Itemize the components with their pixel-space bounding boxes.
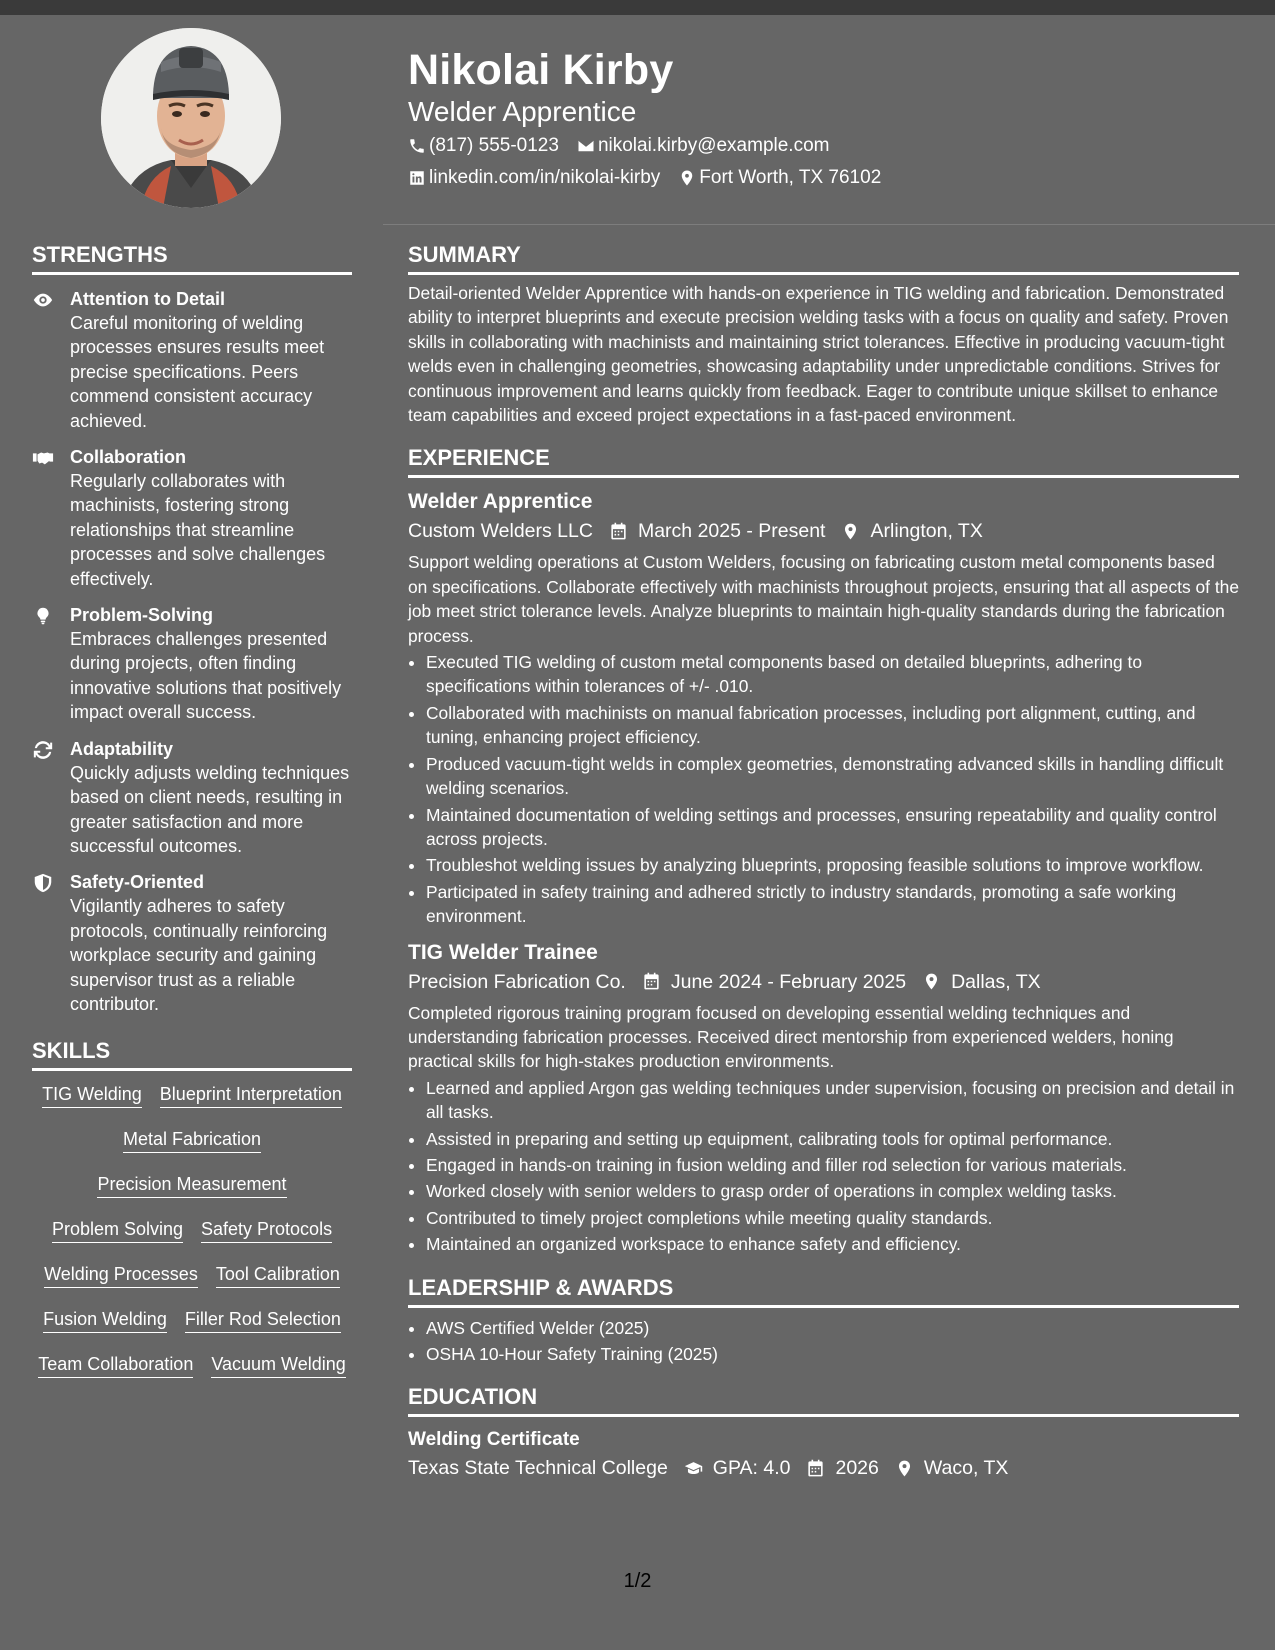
job-dates-text: June 2024 - February 2025: [670, 970, 907, 993]
strengths-list: [32, 287, 352, 1016]
gpa-text: GPA: 4.0: [712, 1457, 791, 1480]
eye-icon: [32, 290, 54, 310]
strengths-rule: [32, 272, 352, 275]
job-bullets: [408, 650, 1239, 928]
skill-tag: Blueprint Interpretation: [160, 1083, 342, 1108]
summary-rule: [408, 272, 1239, 275]
skill-tag: Metal Fabrication: [123, 1128, 261, 1153]
job-title: Welder Apprentice: [408, 490, 593, 514]
job-dates: [609, 516, 826, 546]
graduation-cap-icon: [684, 1459, 703, 1478]
skill-tag: Filler Rod Selection: [185, 1308, 341, 1333]
job-company: Precision Fabrication Co.: [408, 970, 626, 993]
email-text: nikolai.kirby@example.com: [597, 135, 830, 156]
lightbulb-icon: [32, 606, 54, 626]
job-bullet: • Collaborated with machinists on manual fabrication processes, including port alignment, cutting, and tuning, enhancing project efficiency.: [426, 701, 1239, 750]
awards-heading: LEADERSHIP & AWARDS: [408, 1274, 674, 1300]
awards-section: [408, 1273, 1239, 1367]
sync-icon: [32, 740, 54, 760]
job-bullet: • Maintained an organized workspace to enhance safety and efficiency.: [426, 1232, 1239, 1256]
strength-title: Adaptability: [70, 738, 174, 759]
right-column: [408, 240, 1239, 1483]
job-bullet: • Troubleshot welding issues by analyzing blueprints, proposing feasible solutions to improve workflow.: [426, 853, 1239, 877]
candidate-title: Welder Apprentice: [408, 96, 637, 127]
skill-tag: Welding Processes: [44, 1263, 198, 1288]
job-bullet: • Participated in safety training and adhered strictly to industry standards, promoting a safe working environment.: [426, 880, 1239, 929]
job-location-text: Dallas, TX: [951, 970, 1041, 993]
education-rule: [408, 1414, 1239, 1417]
strength-desc: Regularly collaborates with machinists, fostering strong relationships that streamline processes and solve challenges effectively.: [70, 471, 326, 589]
skill-tag: Vacuum Welding: [211, 1353, 345, 1378]
shield-icon: [32, 873, 54, 893]
education-heading: EDUCATION: [408, 1384, 538, 1410]
job-dates: [642, 967, 906, 997]
skill-tag: Fusion Welding: [43, 1308, 167, 1333]
job-description: Support welding operations at Custom Welders, focusing on fabricating custom metal components based on specifications. Collaborate effectively with machinists throughout projects, ensuring that all aspects of the job meet strict tolerance levels. Analyze blueprints to maintain high-quality standards during the fabrication process.: [408, 552, 1240, 646]
skills-heading: SKILLS: [32, 1038, 111, 1064]
strengths-heading: STRENGTHS: [32, 242, 168, 267]
strength-title: Attention to Detail: [70, 289, 225, 309]
job-company: Custom Welders LLC: [408, 520, 593, 543]
job-bullet: • Executed TIG welding of custom metal components based on detailed blueprints, adhering to specifications within tolerances of +/- .010.: [426, 650, 1239, 699]
strength-item: [32, 603, 352, 725]
strength-desc: Careful monitoring of welding processes ensures results meet precise specifications. Peers commend consistent accuracy achieved.: [70, 313, 325, 431]
skills-rule: [32, 1068, 352, 1071]
candidate-name: Nikolai Kirby: [408, 46, 674, 94]
phone-icon: [408, 137, 426, 155]
job-bullet: • Engaged in hands-on training in fusion welding and filler rod selection for various materials.: [426, 1153, 1239, 1177]
job-description: Completed rigorous training program focused on developing essential welding techniques and understanding fabrication processes. Received direct mentorship from experienced welders, honing practical skills for high-stakes production environments.: [408, 1002, 1174, 1072]
top-bar: [0, 0, 1275, 15]
linkedin-text: linkedin.com/in/nikolai-kirby: [429, 167, 661, 188]
calendar-icon: [806, 1459, 825, 1478]
job-bullet: • Learned and applied Argon gas welding techniques under supervision, focusing on precision and detail in all tasks.: [426, 1076, 1239, 1125]
strength-desc: Quickly adjusts welding techniques based on client needs, resulting in greater satisfaction and more successful outcomes.: [70, 762, 350, 856]
phone-contact[interactable]: [408, 134, 559, 158]
contact-row-2: [408, 166, 899, 190]
experience-section: [408, 443, 1239, 1256]
awards-list: [408, 1316, 1239, 1367]
school-name: Texas State Technical College: [408, 1457, 668, 1480]
job-location-text: Arlington, TX: [870, 520, 983, 543]
strength-desc: Vigilantly adheres to safety protocols, continually reinforcing workplace security and gaining supervisor trust as a reliable contributor.: [70, 896, 328, 1014]
degree-title: Welding Certificate: [408, 1429, 580, 1451]
job-meta: [408, 516, 1239, 546]
experience-heading: EXPERIENCE: [408, 445, 550, 471]
strength-item: [32, 737, 352, 859]
contact-row-1: [408, 134, 847, 158]
skill-tag: Safety Protocols: [201, 1218, 332, 1243]
header-divider: [383, 224, 1275, 225]
summary-text: Detail-oriented Welder Apprentice with hands-on experience in TIG welding and fabrication. Demonstrated ability to interpret blueprints and execute precision welding tasks with a focus on quality and safety. Proven skills in collaborating with machinists and maintaining strict tolerances. Effective in producing vacuum-tight welds even in challenging geometries, showcasing adaptability under unpredictable conditions. Strives for continuous improvement and learns quickly from feedback. Eager to contribute unique skillset to enhance team capabilities and exceed project expectations in a fast-paced environment.: [408, 283, 1229, 426]
email-contact[interactable]: [577, 134, 830, 158]
education-location: [895, 1453, 1009, 1483]
award-item: • OSHA 10-Hour Safety Training (2025): [426, 1342, 1239, 1366]
job-location: [922, 967, 1041, 997]
map-pin-icon: [895, 1459, 914, 1478]
linkedin-icon: [408, 169, 426, 187]
strength-title: Collaboration: [70, 447, 186, 468]
skill-tag: Tool Calibration: [216, 1263, 340, 1288]
strength-item: [32, 870, 352, 1016]
map-pin-icon: [841, 522, 860, 541]
page-number: 1/2: [623, 1570, 652, 1592]
strength-title: Problem-Solving: [70, 605, 214, 626]
award-item: • AWS Certified Welder (2025): [426, 1316, 1239, 1340]
job-meta: [408, 967, 1239, 997]
job-bullet: • Assisted in preparing and setting up equipment, calibrating tools for optimal performance.: [426, 1127, 1239, 1151]
strength-item: [32, 445, 352, 591]
summary-heading: SUMMARY: [408, 242, 521, 267]
profile-photo: [101, 28, 281, 208]
left-column: [32, 240, 352, 1378]
education-year: [806, 1453, 878, 1483]
education-meta: [408, 1453, 1239, 1483]
skill-tag: Problem Solving: [52, 1218, 183, 1243]
job-dates-text: March 2025 - Present: [637, 520, 826, 543]
map-pin-icon: [678, 169, 696, 187]
strength-item: [32, 287, 352, 433]
location-text: Fort Worth, TX 76102: [699, 167, 882, 188]
job-bullet: • Maintained documentation of welding settings and processes, ensuring repeatability and quality control across projects.: [426, 803, 1239, 852]
skill-tag: Team Collaboration: [38, 1353, 193, 1378]
job-bullet: • Contributed to timely project completions while meeting quality standards.: [426, 1206, 1239, 1230]
location-contact: [678, 166, 881, 190]
handshake-icon: [32, 448, 54, 468]
education-location-text: Waco, TX: [923, 1457, 1009, 1480]
calendar-icon: [642, 972, 661, 991]
envelope-icon: [577, 137, 595, 155]
job-bullet: • Produced vacuum-tight welds in complex geometries, demonstrating advanced skills in handling difficult welding scenarios.: [426, 752, 1239, 801]
skills-list: [32, 1083, 352, 1378]
linkedin-contact[interactable]: [408, 166, 660, 190]
phone-text: (817) 555-0123: [429, 135, 559, 156]
strength-title: Safety-Oriented: [70, 872, 205, 893]
education-section: [408, 1382, 1239, 1483]
job-location: [841, 516, 982, 546]
year-text: 2026: [835, 1457, 879, 1480]
job-title: TIG Welder Trainee: [408, 940, 598, 964]
skill-tag: TIG Welding: [42, 1083, 142, 1108]
experience-rule: [408, 475, 1239, 478]
map-pin-icon: [922, 972, 941, 991]
job-bullets: [408, 1076, 1239, 1257]
strength-desc: Embraces challenges presented during projects, often finding innovative solutions that positively impact overall success.: [70, 629, 342, 723]
awards-rule: [408, 1305, 1239, 1308]
skill-tag: Precision Measurement: [97, 1173, 286, 1198]
job-bullet: • Worked closely with senior welders to grasp order of operations in complex welding tasks.: [426, 1179, 1239, 1203]
education-gpa: [684, 1453, 791, 1483]
calendar-icon: [609, 522, 628, 541]
